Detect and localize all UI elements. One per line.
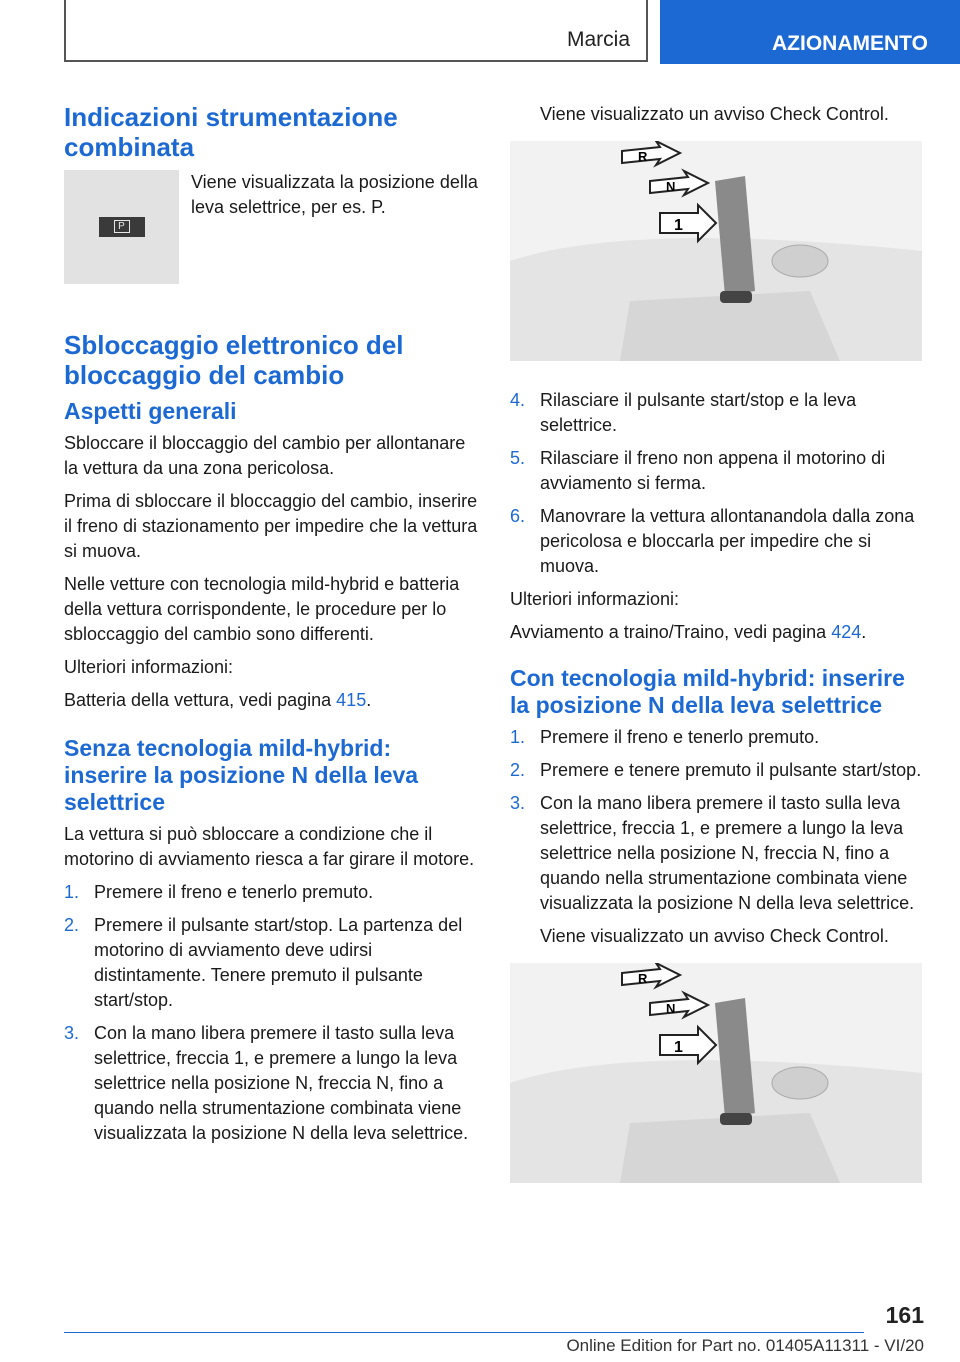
page-link-415[interactable]: 415 — [336, 690, 367, 710]
arrow-n-label: N — [666, 179, 676, 194]
step-number: 5. — [510, 448, 526, 468]
header-frame — [64, 0, 648, 62]
paragraph: Prima di sbloccare il bloccaggio del cambio, inserire il freno di stazionamento per impedire che la vettura si muova. — [64, 491, 478, 561]
step-number: 2. — [64, 915, 80, 935]
step-text: Rilasciare il freno non appena il motorino di avviamento si ferma. — [540, 448, 886, 493]
left-column — [64, 102, 480, 1154]
arrow-1-label: 1 — [674, 217, 683, 234]
arrow-r-label: R — [638, 149, 648, 164]
right-column — [510, 102, 922, 1210]
list-item — [510, 758, 922, 783]
arrow-n-label: N — [666, 1001, 676, 1016]
paragraph: Nelle vetture con tecnologia mild-hybrid e batteria della vettura corrispondente, le procedure per lo sbloccaggio del cambio sono differenti. — [64, 574, 460, 644]
gear-selector-illustration-2 — [510, 963, 922, 1183]
step-text: Premere il freno e tenerlo premuto. — [540, 727, 820, 747]
step-number: 4. — [510, 390, 526, 410]
list-item — [64, 880, 480, 905]
heading-indicazioni: Indicazioni strumentazione combinata — [64, 102, 398, 162]
page-number: 161 — [885, 1302, 924, 1328]
ref-text: Avviamento a traino/Traino, vedi pagina — [510, 622, 832, 642]
ref-text: Batteria della vettura, vedi pagina — [64, 690, 337, 710]
gear-selector-illustration — [510, 141, 922, 361]
step-number: 3. — [510, 793, 526, 813]
paragraph: La vettura si può sbloccare a condizione che il motorino di avviamento riesca a far girare il motore. — [64, 824, 475, 869]
heading-con-mild-hybrid: Con tecnologia mild-hybrid: inserire la posizione N della leva selettrice — [510, 665, 905, 718]
list-item — [510, 791, 922, 916]
arrow-r-label: R — [638, 971, 648, 986]
paragraph-battery-ref — [64, 688, 480, 713]
check-control-note: Viene visualizzato un avviso Check Control. — [540, 926, 889, 946]
ref-end: . — [366, 690, 372, 710]
step-number: 6. — [510, 506, 526, 526]
steps-list-right-b — [510, 725, 922, 916]
list-item — [510, 725, 922, 750]
page-link-424[interactable]: 424 — [831, 622, 862, 642]
paragraph: Sbloccare il bloccaggio del cambio per allontanare la vettura da una zona pericolosa. — [64, 433, 466, 478]
list-item — [64, 1021, 480, 1146]
arrow-1-label: 1 — [674, 1039, 683, 1056]
step-number: 1. — [64, 882, 80, 902]
steps-list-left — [64, 880, 480, 1146]
footer-edition: Online Edition for Part no. 01405A11311 - VI/20 — [566, 1336, 924, 1355]
list-item — [510, 504, 922, 579]
step-number: 1. — [510, 727, 526, 747]
paragraph-tow-ref — [510, 620, 922, 645]
check-control-note: Viene visualizzato un avviso Check Control. — [540, 104, 889, 124]
step-text: Premere e tenere premuto il pulsante start/stop. — [540, 760, 922, 780]
heading-senza-mild-hybrid: Senza tecnologia mild-hybrid: inserire la posizione N della leva selettrice — [64, 735, 419, 815]
list-item — [510, 388, 922, 438]
step-text: Rilasciare il pulsante start/stop e la leva selettrice. — [540, 390, 857, 435]
display-row — [64, 170, 480, 284]
step-text: Con la mano libera premere il tasto sulla leva selettrice, freccia 1, e premere a lungo la leva selettrice nella posizione N, freccia N, fino a quando nella strumentazione combinata viene visualizzata la posizione N della leva selettrice. — [94, 1023, 469, 1143]
step-number: 3. — [64, 1023, 80, 1043]
display-description: Viene visualizzata la posizione della leva selettrice, per es. P. — [191, 172, 478, 217]
gear-indicator-icon — [99, 217, 145, 237]
heading-sbloccaggio: Sbloccaggio elettronico del bloccaggio del cambio — [64, 330, 404, 390]
ref-end: . — [861, 622, 867, 642]
instrument-display-image — [64, 170, 179, 284]
paragraph: Ulteriori informazioni: — [510, 589, 680, 609]
steps-list-right-a — [510, 388, 922, 579]
footer-divider — [64, 1332, 864, 1333]
header-section-title: Marcia — [566, 28, 630, 51]
step-text: Premere il freno e tenerlo premuto. — [94, 882, 374, 902]
step-text: Con la mano libera premere il tasto sulla leva selettrice, freccia 1, e premere a lungo la leva selettrice nella posizione N, freccia N, fino a quando nella strumentazione combinata viene visualizzata la posizione N della leva selettrice. — [540, 793, 915, 913]
paragraph: Ulteriori informazioni: — [64, 657, 234, 677]
list-item — [64, 913, 480, 1013]
list-item — [510, 446, 922, 496]
header-chapter-tab: AZIONAMENTO — [660, 0, 960, 64]
step-number: 2. — [510, 760, 526, 780]
step-text: Manovrare la vettura allontanandola dalla zona pericolosa e bloccarla per impedire che si muova. — [540, 506, 915, 576]
step-text: Premere il pulsante start/stop. La partenza del motorino di avviamento deve udirsi distintamente. Tenere premuto il pulsante start/stop. — [94, 915, 463, 1010]
heading-aspetti-generali: Aspetti generali — [64, 398, 237, 424]
gear-letter: P — [114, 220, 130, 233]
